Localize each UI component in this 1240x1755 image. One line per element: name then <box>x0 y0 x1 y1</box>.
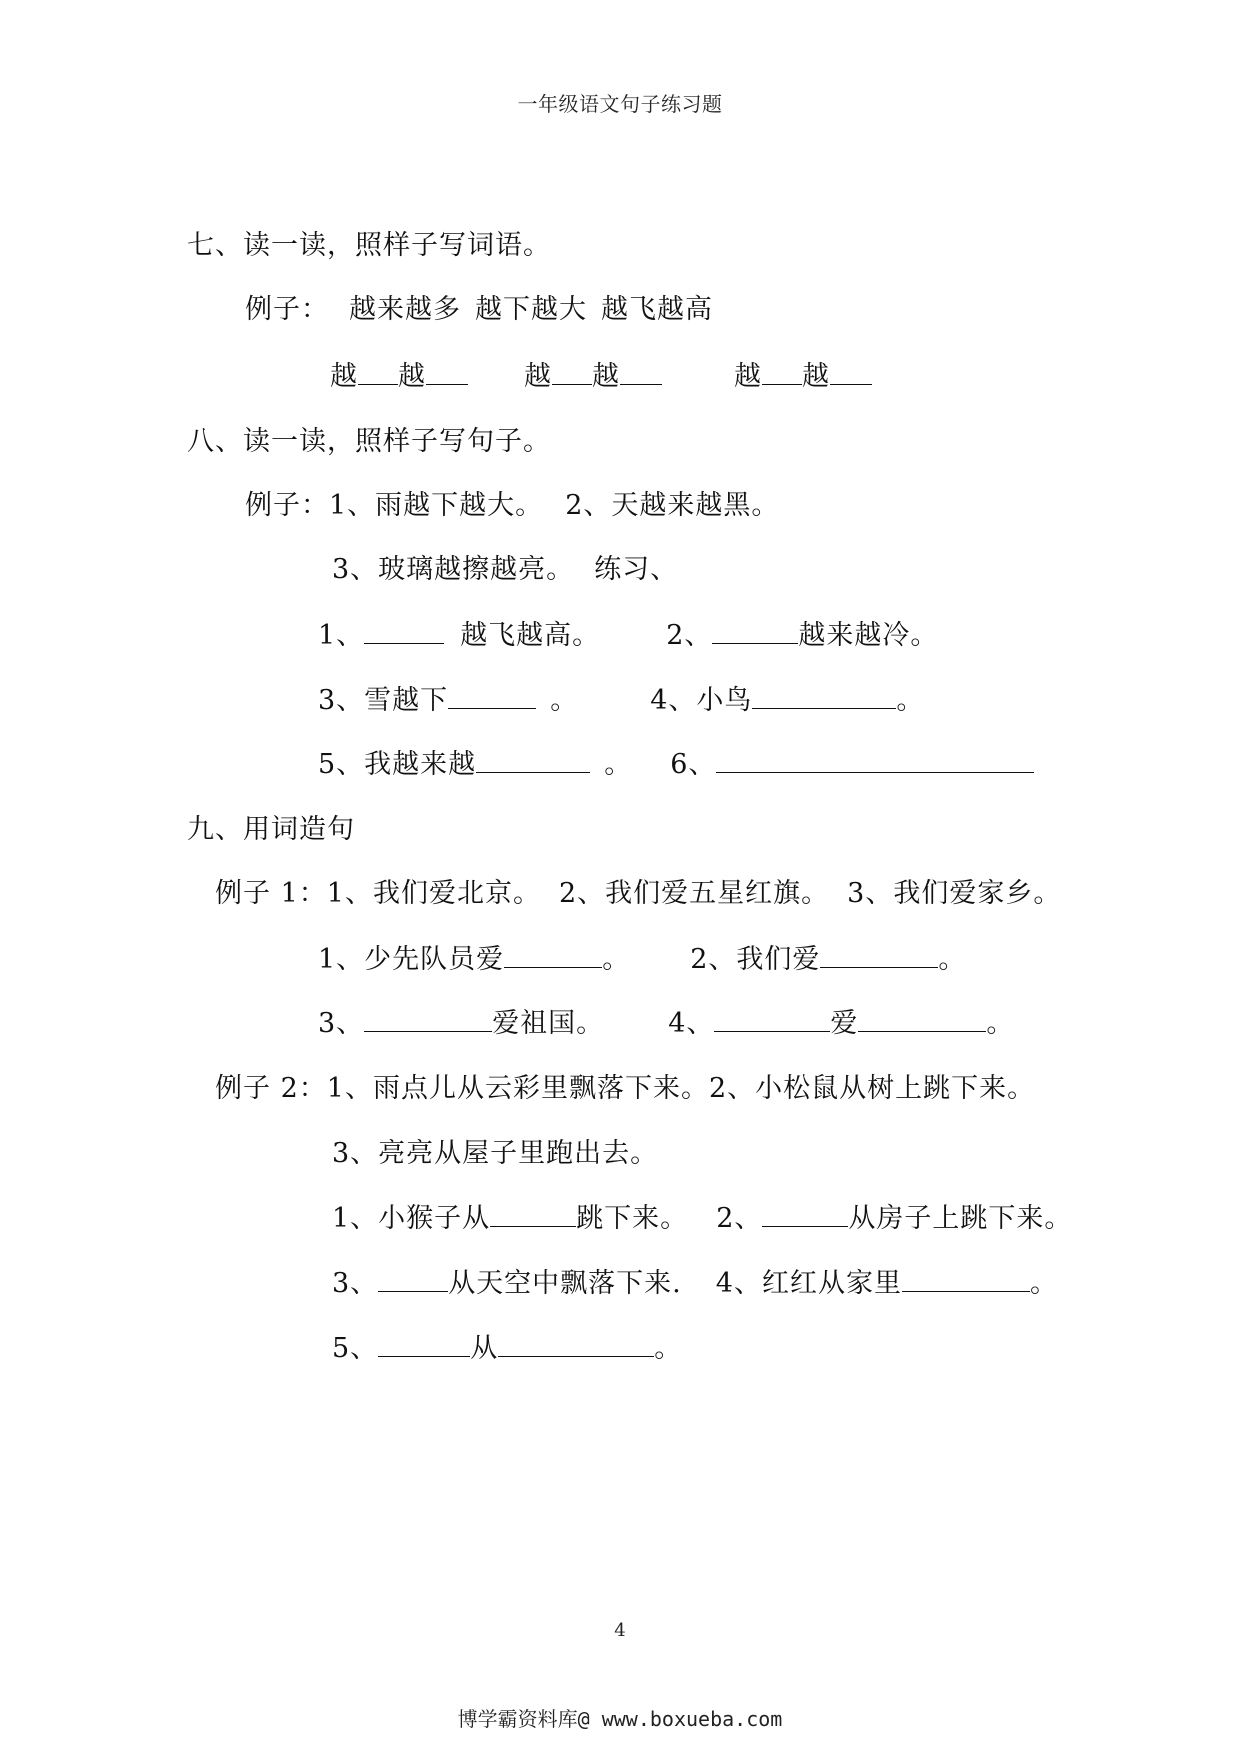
section-7-example <box>245 292 713 328</box>
fill-blank[interactable] <box>552 358 592 385</box>
fill-blank[interactable] <box>752 682 896 709</box>
fill-blank[interactable] <box>364 1005 492 1032</box>
section-9-example-1: 例子 1：1、我们爱北京。 2、我们爱五星红旗。 3、我们爱家乡。 <box>215 878 1062 909</box>
fill-blank[interactable] <box>762 1200 848 1227</box>
fill-blank[interactable] <box>426 358 468 385</box>
fill-blank[interactable] <box>448 682 536 709</box>
section-7-title: 七、读一读，照样子写词语。 <box>187 230 551 261</box>
fill-blank[interactable] <box>902 1265 1030 1292</box>
fill-blank[interactable] <box>476 746 590 773</box>
fill-blank[interactable] <box>490 1200 576 1227</box>
page-header: 一年级语文句子练习题 <box>517 92 723 116</box>
section-9-example-2-cont: 3、亮亮从屋子里跑出去。 <box>332 1138 659 1169</box>
page-number: 4 <box>614 1620 626 1641</box>
practice-label: 练习、 <box>594 554 679 585</box>
section-9-row-2: 3、 爱祖国。 4、 爱 。 <box>318 1005 1014 1042</box>
section-8-row-1: 1、 越飞越高。 2、 越来越冷。 <box>318 617 938 654</box>
section-9-row-3: 1、小猴子从 跳下来。 2、 从房子上跳下来。 <box>332 1200 1072 1237</box>
fill-blank[interactable] <box>364 617 444 644</box>
fill-blank[interactable] <box>714 1005 830 1032</box>
section-9-row-4: 3、 从天空中飘落下来. 4、红红从家里 。 <box>332 1265 1058 1302</box>
fill-blank[interactable] <box>498 1330 654 1357</box>
example-label: 例子： <box>245 294 329 325</box>
section-8-row-3: 5、我越来越 。 6、 <box>318 746 1034 783</box>
section-9-row-5: 5、 从 。 <box>332 1330 682 1367</box>
section-9-title: 九、用词造句 <box>187 814 355 845</box>
example-word: 越来越多 <box>349 294 461 325</box>
fill-blank[interactable] <box>504 941 602 968</box>
section-8-title: 八、读一读，照样子写句子。 <box>187 426 551 457</box>
example-word: 越飞越高 <box>601 294 713 325</box>
example-word: 越下越大 <box>475 294 587 325</box>
section-8-row-2: 3、雪越下 。 4、小鸟 。 <box>318 682 924 719</box>
fill-blank[interactable] <box>378 1330 470 1357</box>
section-8-example-cont: 3、玻璃越擦越亮。 练习、 <box>332 554 679 585</box>
section-9-row-1: 1、少先队员爱 。 2、我们爱 。 <box>318 941 966 978</box>
fill-blank[interactable] <box>620 358 662 385</box>
section-9-example-2: 例子 2：1、雨点儿从云彩里飘落下来。2、小松鼠从树上跳下来。 <box>215 1073 1036 1104</box>
fill-blank[interactable] <box>716 746 1034 773</box>
fill-blank[interactable] <box>762 358 802 385</box>
fill-blank[interactable] <box>858 1005 986 1032</box>
section-7-exercise: 越 越 越 越 越 越 <box>330 358 872 395</box>
footer-watermark: 博学霸资料库@ www.boxueba.com <box>457 1707 783 1731</box>
fill-blank[interactable] <box>820 941 938 968</box>
fill-blank[interactable] <box>358 358 398 385</box>
fill-blank[interactable] <box>378 1265 448 1292</box>
fill-blank[interactable] <box>830 358 872 385</box>
fill-blank[interactable] <box>712 617 798 644</box>
section-8-example: 例子：1、雨越下越大。 2、天越来越黑。 <box>245 490 780 521</box>
